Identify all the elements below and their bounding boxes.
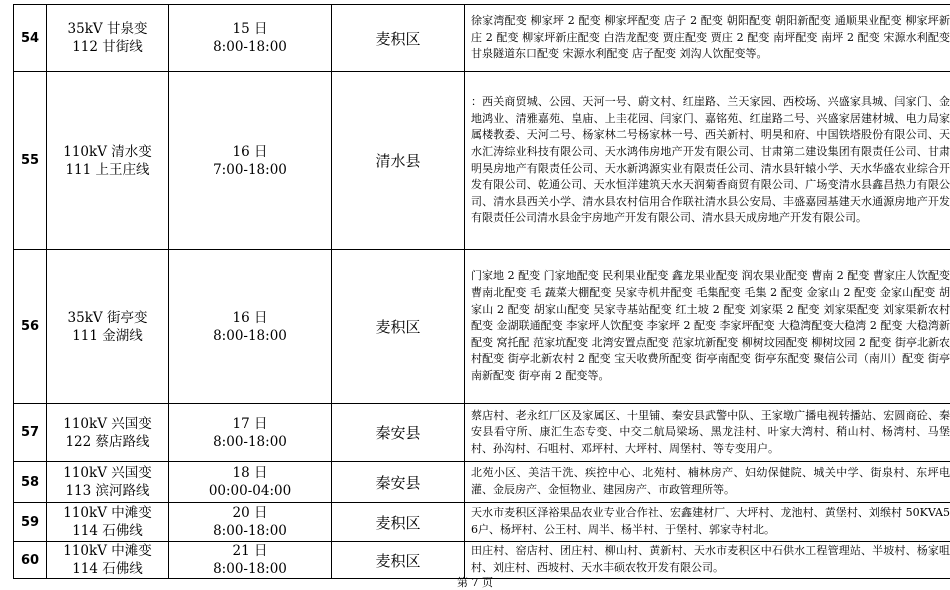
district-cell: 清水县	[332, 72, 465, 250]
outage-hours: 7:00-18:00	[213, 161, 287, 178]
outage-hours: 8:00-18:00	[213, 523, 287, 539]
outage-date: 21 日	[232, 543, 268, 559]
outage-time-cell	[169, 72, 332, 250]
outage-date: 17 日	[232, 415, 268, 432]
substation-name: 35kV 街亭变	[67, 309, 148, 326]
outage-date: 16 日	[232, 309, 268, 326]
outage-hours: 00:00-04:00	[208, 483, 292, 499]
substation-line-cell	[47, 72, 169, 250]
affected-scope-cell: ：西关商贸城、公园、天河一号、蔚文村、红崖路、兰天家园、西校场、兴盛家具城、闫家门、金地鸿业、清雅嘉苑、皇庙、上圭花园、闫家门、嘉铭苑、红崖路二号、兴盛家居建材城、电力局家属楼教委、天河二号、杨家林二号杨家林一号、西关新村、明昊和府、中国铁塔股份有限公司、天水汇涛综业科技有限公司、天水鸿伟房地产开发有限公司、甘肃第二建设集团有限责任公司、甘肃明昊房地产有限责任公司、天水新鸿源实业有限责任公司、清水县轩辕小学、天水华盛农业综合开发有限公司、乾通公司、天水恒洋建筑天水天润菊香商贸有限公司、广场变清水县鑫昌热力有限公司、清水县西关小学、清水县农村信用合作联社清水县公安局、丰盛嘉园基建天水通源房地产开发有限责任公司清水县金宇房地产开发有限公司、清水县天成房地产开发有限公司。	[465, 72, 950, 250]
district-cell: 麦积区	[332, 250, 465, 404]
row-number: 57	[14, 404, 47, 462]
outage-time-cell	[169, 404, 332, 462]
row-number: 54	[14, 5, 47, 72]
district-cell: 秦安县	[332, 404, 465, 462]
outage-time-cell	[169, 503, 332, 542]
substation-name: 110kV 中滩变	[63, 543, 152, 559]
outage-hours: 8:00-18:00	[213, 561, 287, 577]
outage-time-cell	[169, 250, 332, 404]
outage-date: 20 日	[232, 505, 268, 521]
row-number: 58	[14, 462, 47, 503]
district-cell: 麦积区	[332, 503, 465, 542]
table-row	[14, 503, 950, 542]
table-row	[14, 72, 950, 250]
outage-hours: 8:00-18:00	[213, 39, 287, 55]
district-cell: 秦安县	[332, 462, 465, 503]
substation-line-cell	[47, 5, 169, 72]
feeder-line-name: 111 上王庄线	[65, 161, 150, 178]
feeder-line-name: 113 滨河路线	[65, 483, 150, 499]
substation-name: 110kV 清水变	[63, 143, 152, 160]
district-cell: 麦积区	[332, 5, 465, 72]
affected-scope-cell: 田庄村、窑店村、团庄村、柳山村、黄新村、天水市麦积区中石供水工程管理站、半坡村、杨家咀村、刘庄村、西坡村、天水丰硕农牧开发有限公司。	[465, 542, 950, 579]
substation-line-cell	[47, 250, 169, 404]
row-number: 59	[14, 503, 47, 542]
affected-scope-cell: 门家地 2 配变 门家地配变 民利果业配变 鑫龙果业配变 润农果业配变 曹南 2 配变 曹家庄人饮配变 曹南北配变 毛 蔬菜大棚配变 吴家寺机井配变 毛集配变 毛集 2 配变 金家山 2 配变 金家山配变 胡家山 2 配变 胡家山配变 吴家寺基站配变 红土坡 2 配变 刘家渠 2 配变 刘家渠配变 刘家渠新农村配变 金湖联通配变 李家坪人饮配变 李家坪 2 配变 李家坪配变 大稳湾配变大稳湾 2 配变 大稳湾新配变 窝托配 范家坑配变 北湾安置点配变 范家坑新配变 柳树坟园配变 柳树坟园 2 配变 街亭北新农村配变 街亭北新农村 2 配变 宝天收费所配变 街亭南配变 街亭东配变 聚信公司（南川）配变 街亭南新配变 街亭南 2 配变等。	[465, 250, 950, 404]
row-number: 55	[14, 72, 47, 250]
outage-hours: 8:00-18:00	[213, 433, 287, 450]
affected-scope-cell: 蔡店村、老永红厂区及家属区、十里铺、秦安县武警中队、王家墩广播电视转播站、宏圆商砼、秦安县看守所、康汇生态专变、中交二航局梁场、黑龙洼村、叶家大湾村、稍山村、杨湾村、马堡村、孙沟村、石咀村、邓坪村、大坪村、周堡村、等专变用户。	[465, 404, 950, 462]
substation-name: 110kV 中滩变	[63, 505, 152, 521]
substation-name: 110kV 兴国变	[63, 415, 152, 432]
row-number: 56	[14, 250, 47, 404]
page-number: 第 7 页	[457, 576, 493, 589]
substation-name: 110kV 兴国变	[63, 465, 152, 481]
outage-date: 16 日	[232, 143, 268, 160]
substation-line-cell	[47, 404, 169, 462]
outage-schedule-table	[13, 4, 950, 579]
substation-name: 35kV 甘泉变	[67, 21, 148, 37]
outage-time-cell	[169, 5, 332, 72]
substation-line-cell	[47, 542, 169, 579]
affected-scope-cell: 北苑小区、美洁干洗、疾控中心、北苑村、楠林房产、妇幼保健院、城关中学、街泉村、东坪电灌、金辰房产、金恒物业、建园房产、市政管理所等。	[465, 462, 950, 503]
affected-scope-cell: 徐家湾配变 柳家坪 2 配变 柳家坪配变 店子 2 配变 朝阳配变 朝阳新配变 通顺果业配变 柳家坪新庄 2 配变 柳家坪新庄配变 白浩龙配变 贾庄配变 贾庄 2 配变 南坪配变 南坪 2 配变 宋源水利配变 甘泉隧道东口配变 宋源水利配变 店子配变 刘沟人饮配变等。	[465, 5, 950, 72]
outage-time-cell	[169, 542, 332, 579]
outage-time-cell	[169, 462, 332, 503]
outage-date: 15 日	[232, 21, 268, 37]
substation-line-cell	[47, 462, 169, 503]
outage-hours: 8:00-18:00	[213, 327, 287, 344]
table-row	[14, 404, 950, 462]
feeder-line-name: 122 蔡店路线	[65, 433, 150, 450]
table-row	[14, 462, 950, 503]
affected-scope-cell: 天水市麦积区泽裕果品农业专业合作社、宏鑫建材厂、大坪村、龙池村、黄堡村、刘缑村 50KVA56户、杨坪村、公王村、周半、杨半村、于堡村、郭家寺村北。	[465, 503, 950, 542]
feeder-line-name: 114 石佛线	[72, 523, 143, 539]
district-cell: 麦积区	[332, 542, 465, 579]
feeder-line-name: 114 石佛线	[72, 561, 143, 577]
table-row	[14, 5, 950, 72]
substation-line-cell	[47, 503, 169, 542]
table-row	[14, 542, 950, 579]
outage-date: 18 日	[232, 465, 268, 481]
feeder-line-name: 112 甘街线	[72, 39, 143, 55]
outage-schedule-page	[13, 4, 950, 579]
feeder-line-name: 111 金湖线	[72, 327, 143, 344]
table-row	[14, 250, 950, 404]
row-number: 60	[14, 542, 47, 579]
